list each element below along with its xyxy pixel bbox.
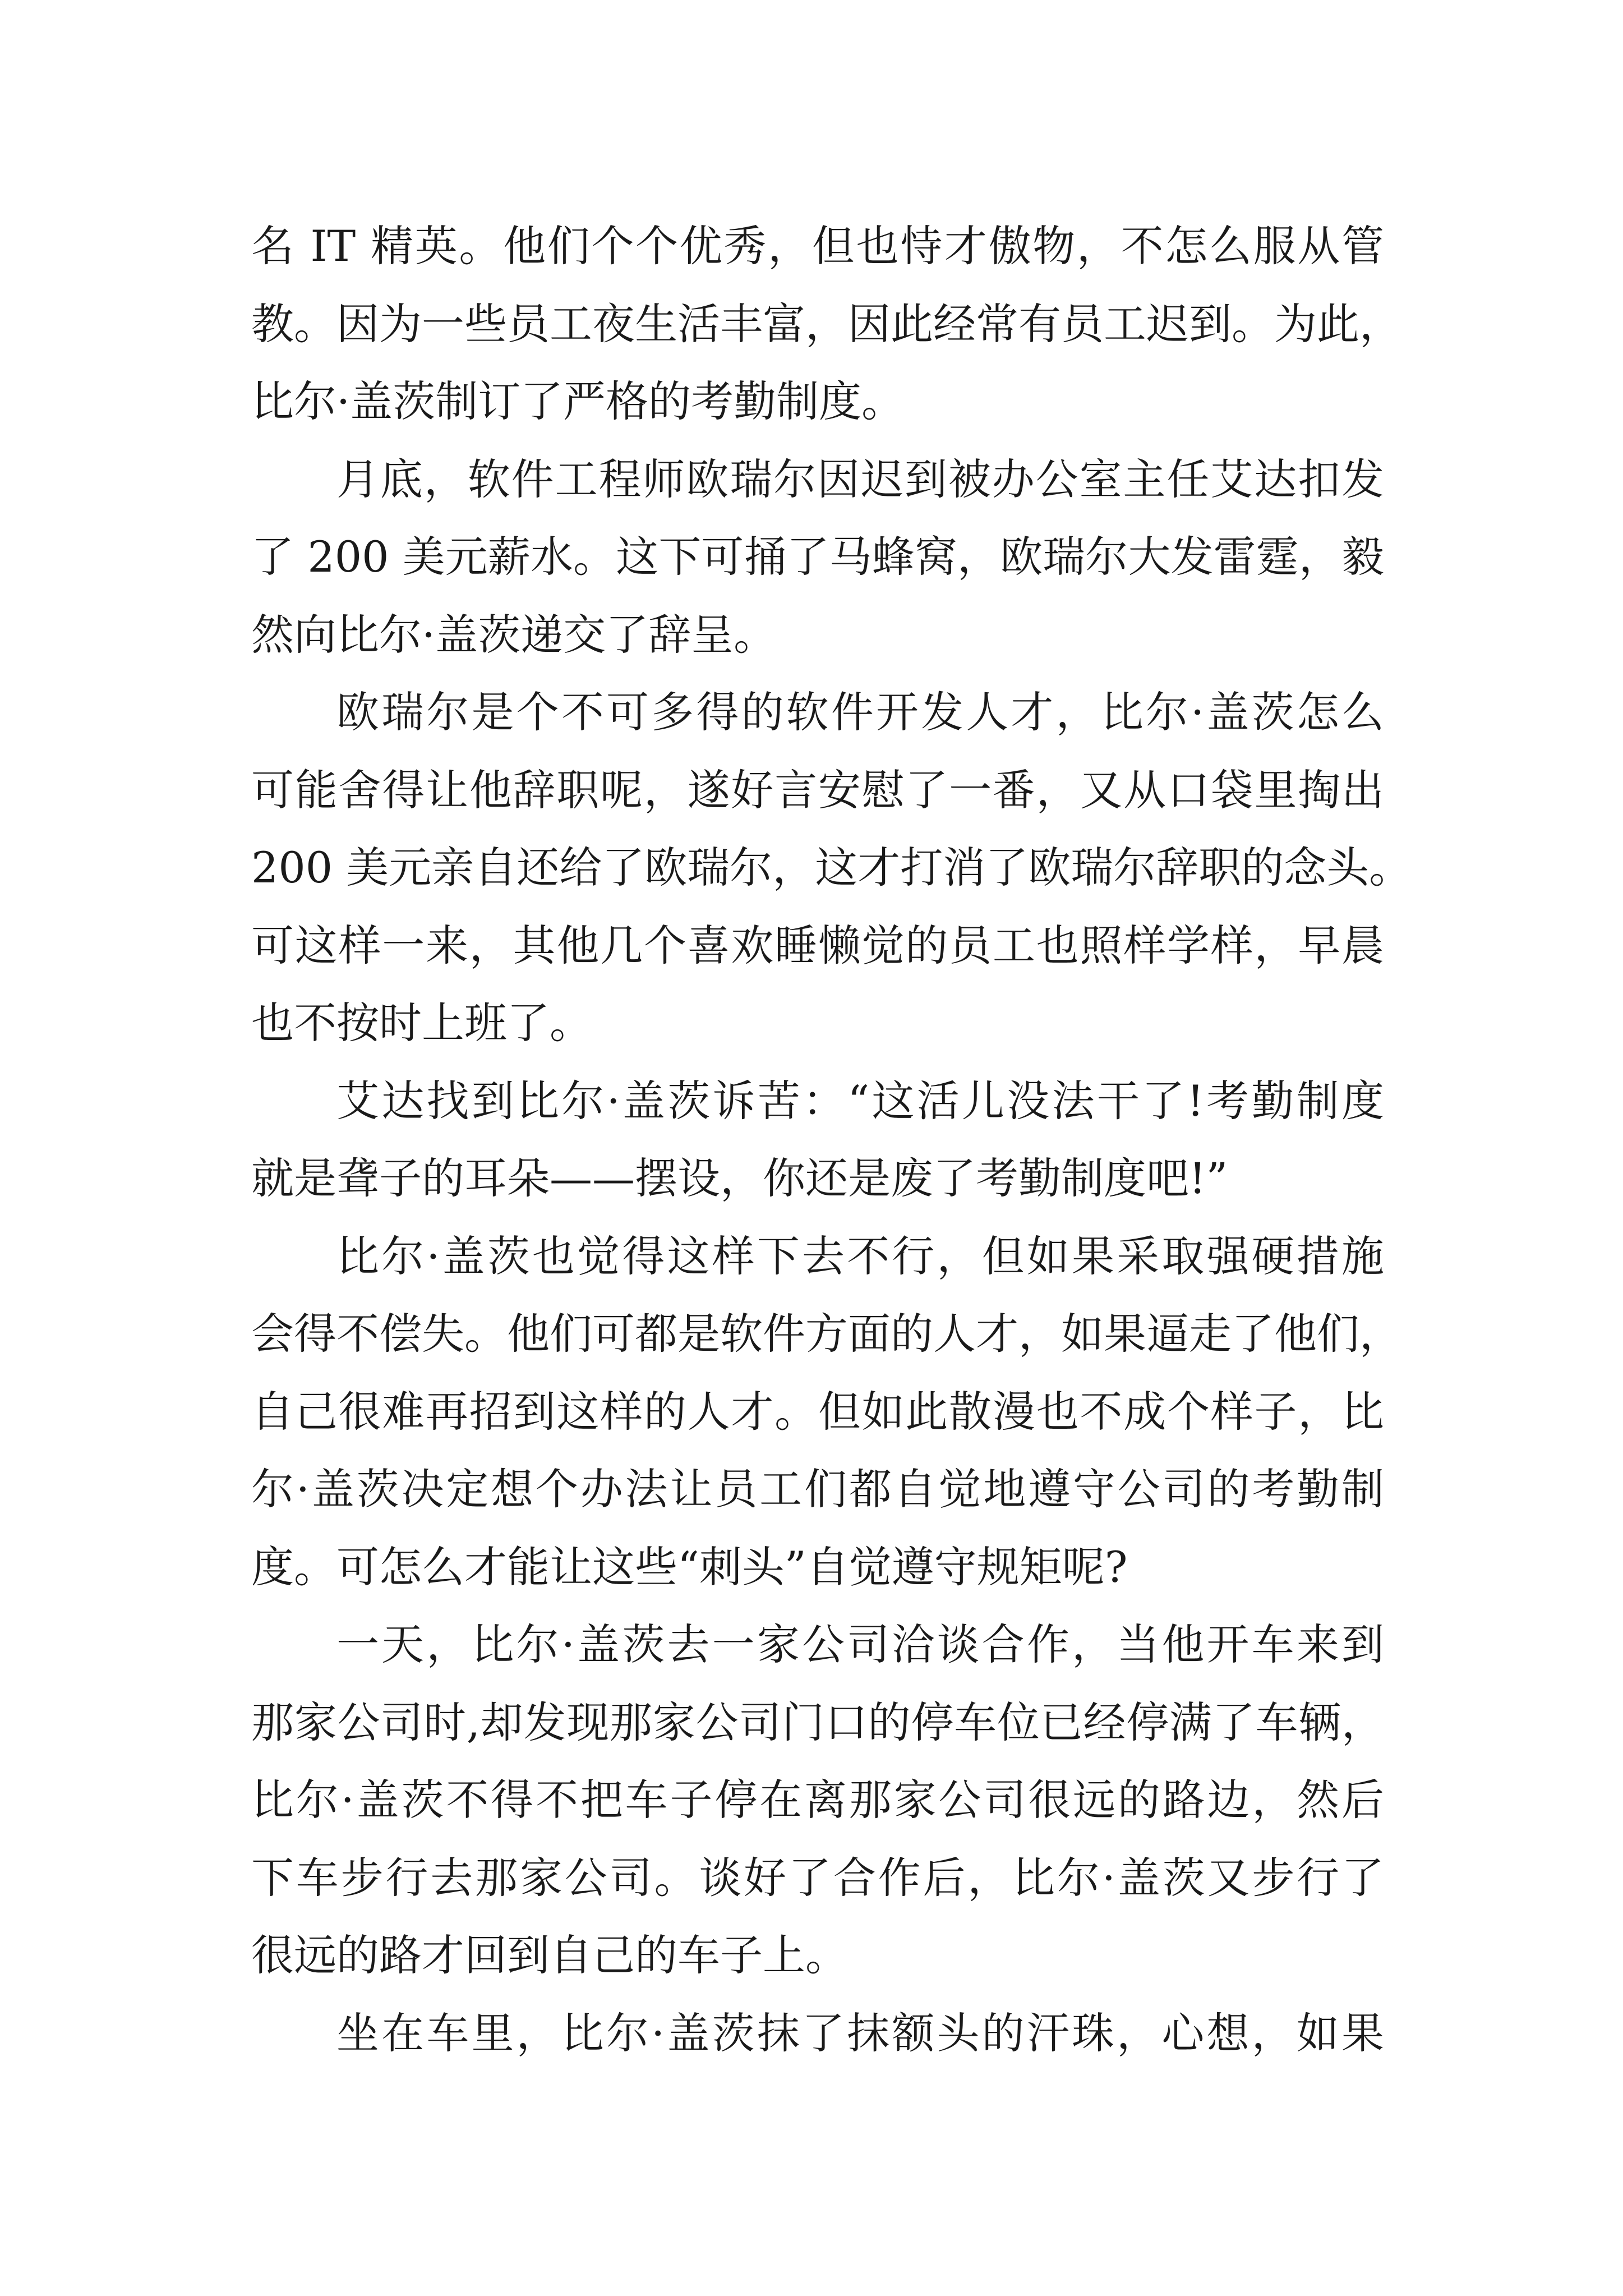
text-line: 可能舍得让他辞职呢，遂好言安慰了一番，又从口袋里掏出 bbox=[251, 765, 1384, 815]
text-line: 教。因为一些员工夜生活丰富，因此经常有员工迟到。为此， bbox=[251, 298, 1402, 349]
text-line: 很远的路才回到自己的车子上。 bbox=[251, 1930, 848, 1980]
text-line: 一天，比尔·盖茨去一家公司洽谈合作，当他开车来到 bbox=[336, 1619, 1384, 1669]
text-line: 名 IT 精英。他们个个优秀，但也恃才傲物，不怎么服从管 bbox=[251, 221, 1384, 271]
text-line: 会得不偿失。他们可都是软件方面的人才，如果逼走了他们， bbox=[251, 1309, 1402, 1359]
text-line: 了 200 美元薪水。这下可捅了马蜂窝，欧瑞尔大发雷霆，毅 bbox=[251, 532, 1384, 582]
text-line: 那家公司时,却发现那家公司门口的停车位已经停满了车辆， bbox=[251, 1697, 1384, 1747]
text-line: 艾达找到比尔·盖茨诉苦：“这活儿没法干了!考勤制度 bbox=[336, 1075, 1384, 1126]
text-line: 比尔·盖茨不得不把车子停在离那家公司很远的路边，然后 bbox=[251, 1775, 1384, 1825]
text-line: 200 美元亲自还给了欧瑞尔，这才打消了欧瑞尔辞职的念头。 bbox=[251, 843, 1412, 892]
text-line: 尔·盖茨决定想个办法让员工们都自觉地遵守公司的考勤制 bbox=[251, 1464, 1384, 1514]
text-line: 度。可怎么才能让这些“刺头”自觉遵守规矩呢? bbox=[251, 1542, 1128, 1592]
text-line: 月底，软件工程师欧瑞尔因迟到被办公室主任艾达扣发 bbox=[336, 454, 1384, 504]
text-line: 可这样一来，其他几个喜欢睡懒觉的员工也照样学样，早晨 bbox=[251, 920, 1384, 970]
text-line: 就是聋子的耳朵——摆设，你还是废了考勤制度吧!” bbox=[251, 1153, 1228, 1203]
text-line: 坐在车里，比尔·盖茨抹了抹额头的汗珠，心想，如果 bbox=[336, 2008, 1384, 2058]
text-line: 然向比尔·盖茨递交了辞呈。 bbox=[251, 609, 777, 660]
text-line: 比尔·盖茨也觉得这样下去不行，但如果采取强硬措施 bbox=[336, 1231, 1384, 1281]
text-line: 比尔·盖茨制订了严格的考勤制度。 bbox=[251, 376, 905, 426]
text-line: 欧瑞尔是个不可多得的软件开发人才，比尔·盖茨怎么 bbox=[336, 687, 1384, 737]
text-line: 自己很难再招到这样的人才。但如此散漫也不成个样子，比 bbox=[251, 1386, 1384, 1437]
text-line: 下车步行去那家公司。谈好了合作后，比尔·盖茨又步行了 bbox=[251, 1852, 1384, 1903]
body-text bbox=[251, 208, 1412, 2072]
text-line: 也不按时上班了。 bbox=[251, 998, 592, 1048]
